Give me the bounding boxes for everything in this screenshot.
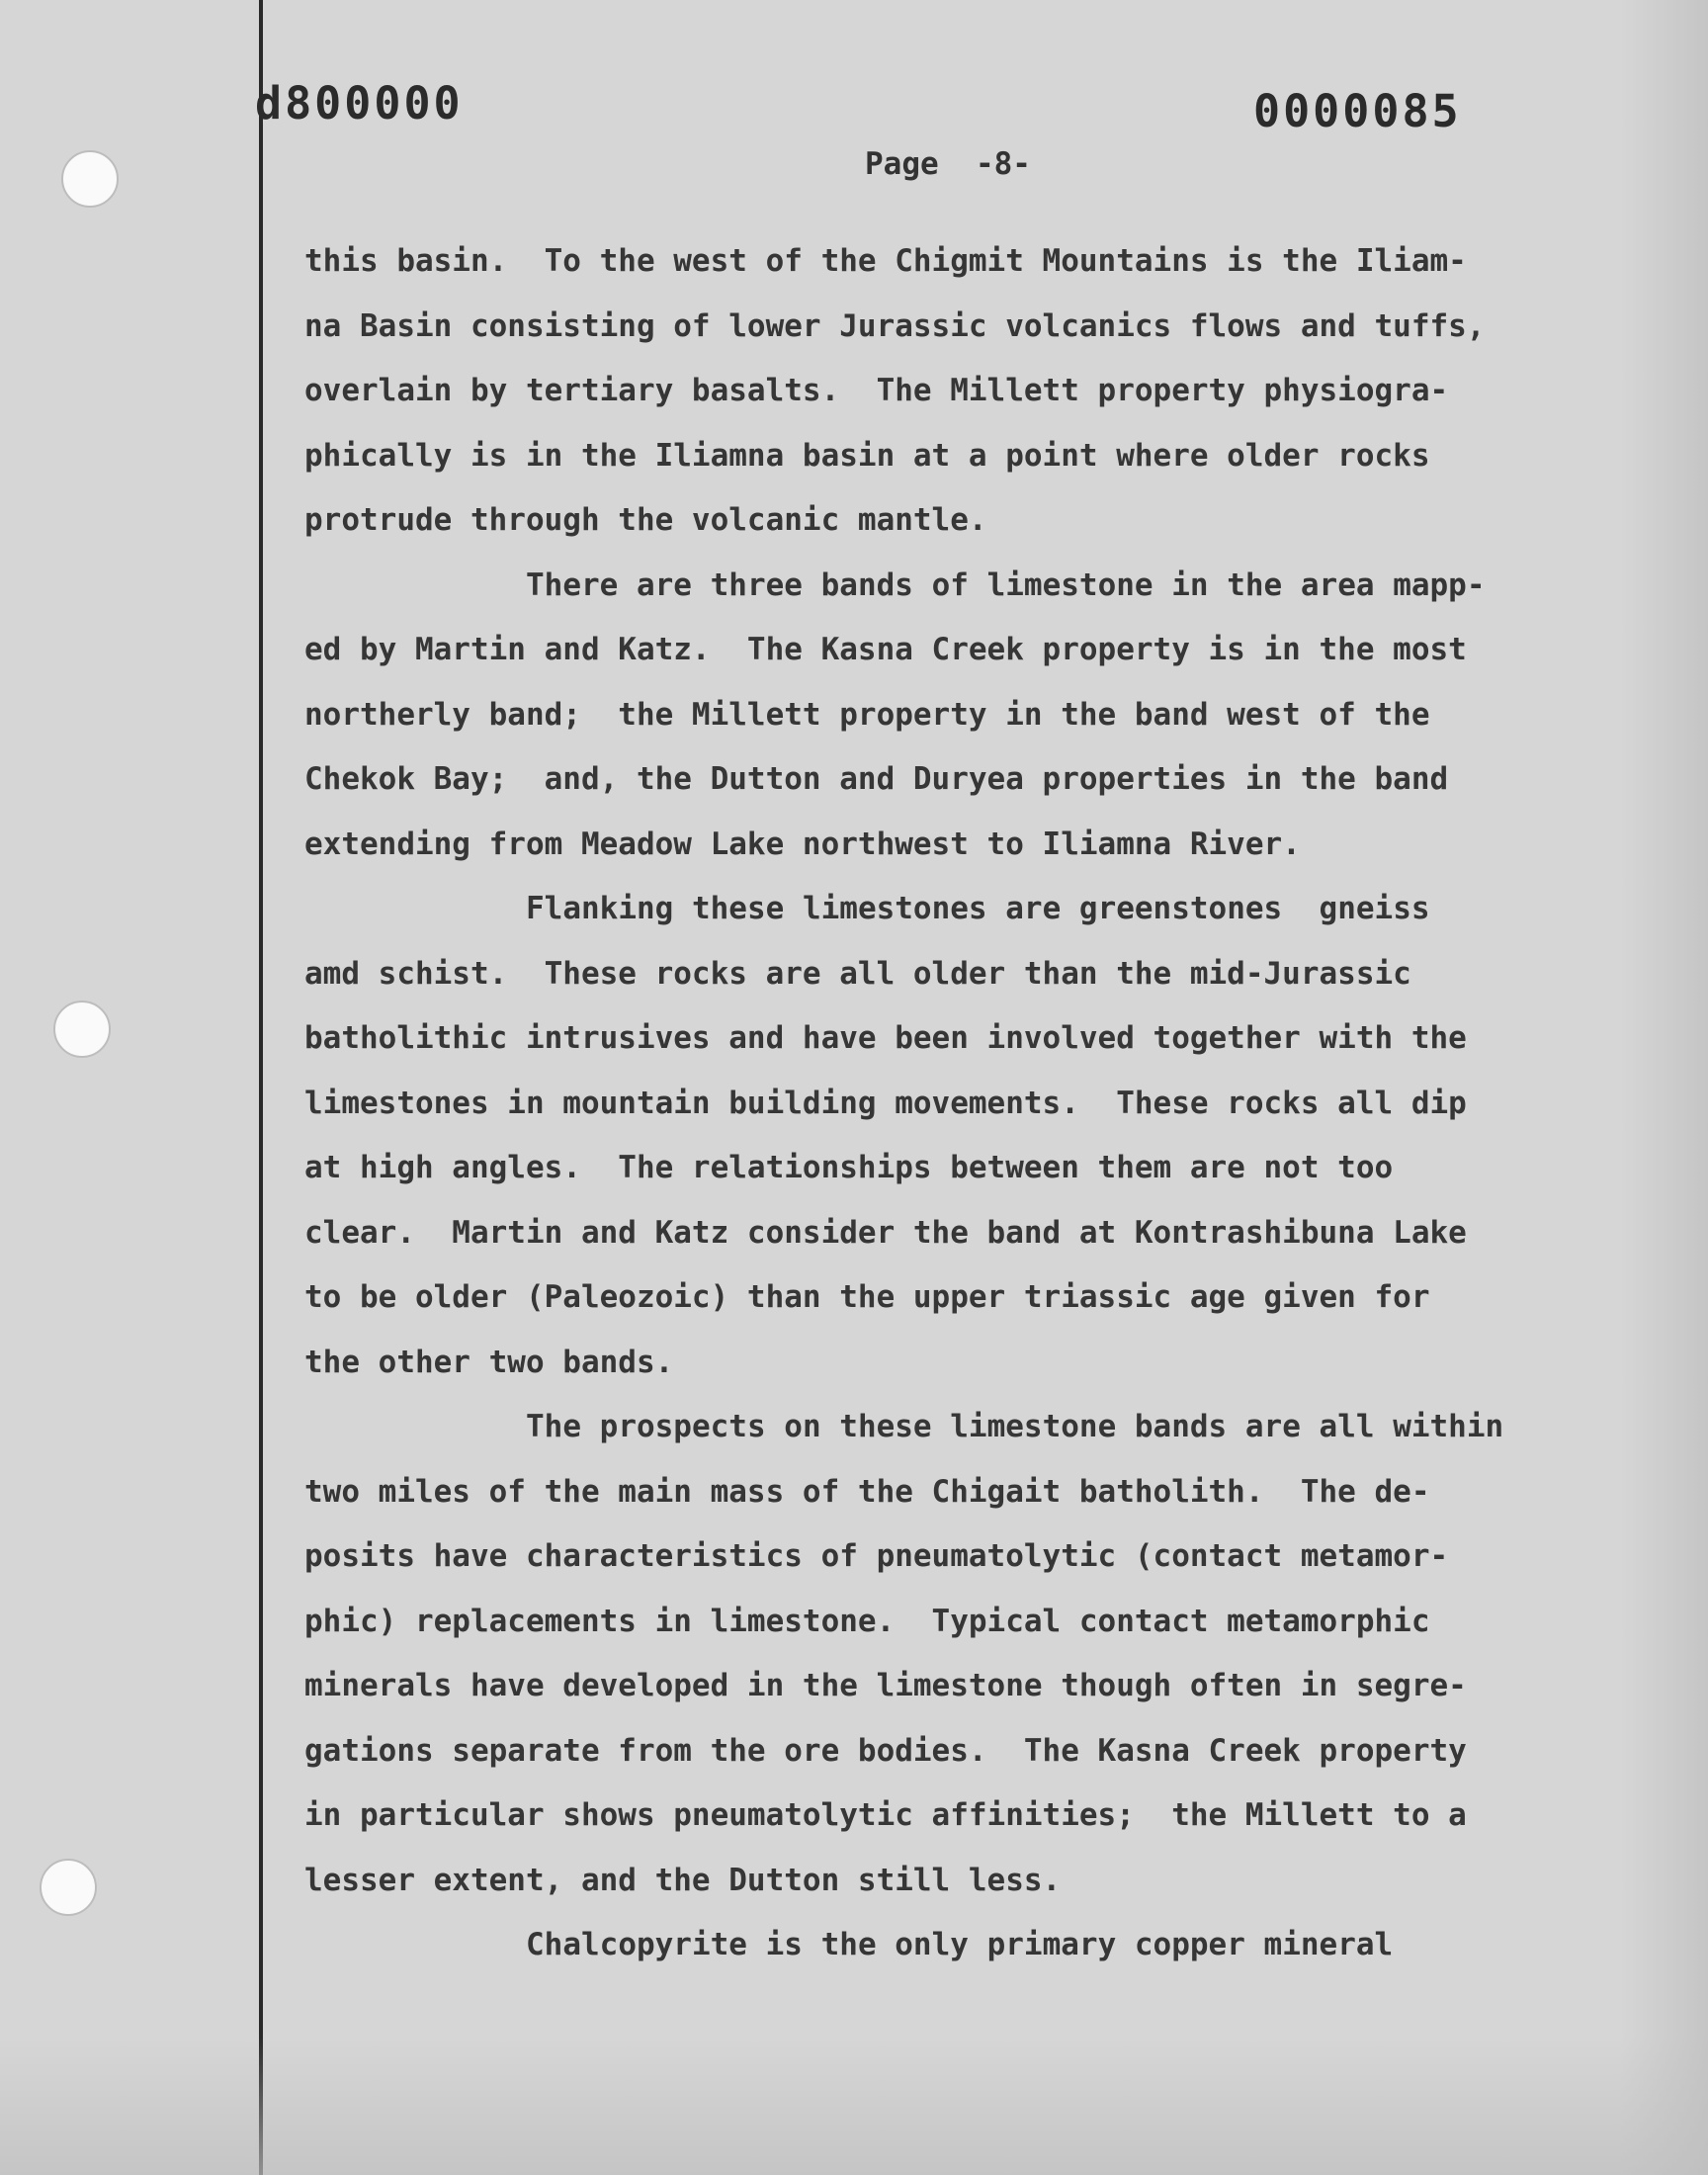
text-line: posits have characteristics of pneumatolytic (contact metamor- [304,1538,1449,1574]
text-line: this basin. To the west of the Chigmit Mountains is the Iliam- [304,243,1467,279]
margin-rule [259,0,263,2175]
text-line: na Basin consisting of lower Jurassic volcanics flows and tuffs, [304,307,1486,344]
paragraph-first-line: The prospects on these limestone bands are all within [526,1409,1504,1444]
text-line: phically is in the Iliamna basin at a point where older rocks [304,437,1430,474]
text-line: protrude through the volcanic mantle. [304,502,987,538]
text-line: limestones in mountain building movements. These rocks all dip [304,1085,1467,1121]
text-line: Chekok Bay; and, the Dutton and Duryea properties in the band [304,761,1449,797]
right-document-stamp: 0000085 [1253,85,1462,137]
text-line: extending from Meadow Lake northwest to Iliamna River. [304,826,1301,862]
paragraph-first-line: There are three bands of limestone in the area mapp- [526,566,1486,603]
paragraph-first-line: Chalcopyrite is the only primary copper mineral [526,1927,1394,1962]
paragraph-first-line: Flanking these limestones are greenstones gneiss [526,891,1430,926]
text-line: gations separate from the ore bodies. The Kasna Creek property [304,1732,1467,1769]
left-document-stamp: d800000 [255,77,464,130]
binder-hole-middle [53,1000,111,1058]
text-line: northerly band; the Millett property in the band west of the [304,696,1430,733]
text-line: phic) replacements in limestone. Typical contact metamorphic [304,1603,1430,1639]
text-line: minerals have developed in the limestone though often in segre- [304,1668,1467,1703]
text-line: batholithic intrusives and have been involved together with the [304,1020,1467,1056]
page-edge-shadow [1619,0,1708,2175]
page-number: Page -8- [865,146,1031,182]
text-line: overlain by tertiary basalts. The Millett property physiogra- [304,373,1449,408]
text-line: the other two bands. [304,1344,674,1380]
binder-hole-bottom [40,1859,97,1916]
text-line: clear. Martin and Katz consider the band at Kontrashibuna Lake [304,1214,1467,1251]
page-bottom-shadow [0,2037,1708,2175]
text-line: at high angles. The relationships between them are not too [304,1150,1394,1185]
typed-body-text [304,229,1599,1978]
text-line: to be older (Paleozoic) than the upper triassic age given for [304,1279,1430,1315]
text-line: ed by Martin and Katz. The Kasna Creek property is in the most [304,632,1467,667]
text-line: amd schist. These rocks are all older than the mid-Jurassic [304,955,1411,992]
binder-hole-top [61,150,119,208]
text-line: lesser extent, and the Dutton still less. [304,1862,1062,1898]
text-line: two miles of the main mass of the Chigait batholith. The de- [304,1473,1430,1510]
text-line: in particular shows pneumatolytic affinities; the Millett to a [304,1797,1467,1833]
